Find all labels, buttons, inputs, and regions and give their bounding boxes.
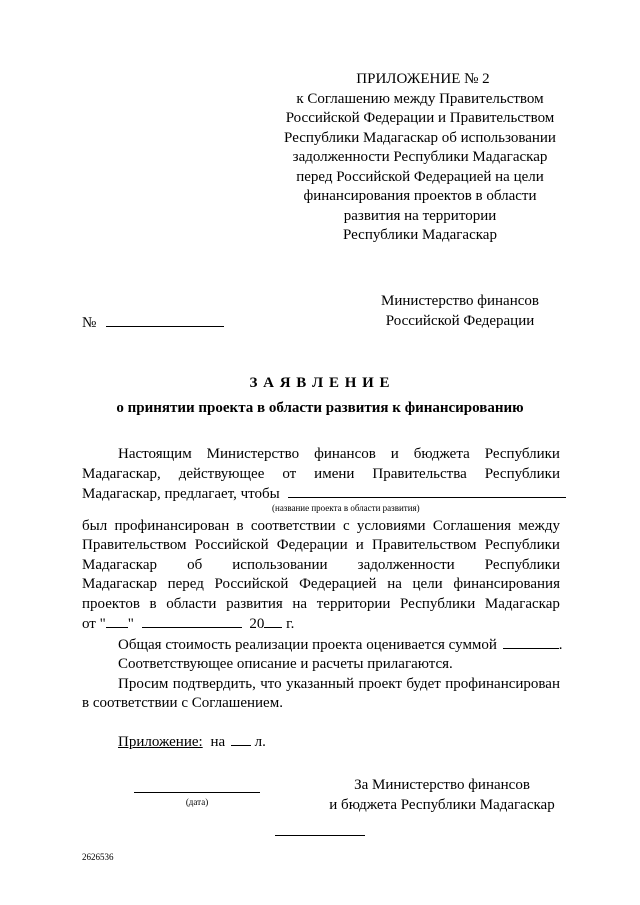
- cost-text: Общая стоимость реализации проекта оценивается суммой: [118, 636, 497, 653]
- word: Республики: [484, 556, 560, 573]
- word: Республики: [484, 537, 560, 553]
- paragraph-text: Мадагаскар, предлагает, чтобы: [82, 486, 280, 502]
- word: Правительства: [372, 465, 467, 482]
- word: финансов: [314, 446, 376, 462]
- addressee-block: [360, 292, 560, 331]
- word: использовании: [232, 556, 328, 573]
- paragraph-line: [82, 465, 560, 485]
- date-year-blank: [264, 614, 282, 628]
- word: Мадагаскар: [82, 576, 157, 592]
- appendix-line: задолженности Республики Мадагаскар: [292, 149, 548, 165]
- attachment-label: Приложение:: [118, 734, 203, 750]
- word: и: [355, 537, 364, 553]
- appendix-block: [270, 70, 570, 246]
- word: Соглашения: [432, 517, 512, 534]
- paragraph-line: [82, 575, 560, 595]
- appendix-title: ПРИЛОЖЕНИЕ № 2: [356, 71, 490, 87]
- paragraph-line: [82, 595, 560, 615]
- cost-blank: [503, 635, 559, 649]
- signatory-block: [312, 776, 572, 815]
- paragraph-line: [82, 445, 560, 465]
- word: будет: [406, 675, 441, 692]
- description-line: Соответствующее описание и расчеты прилагаются.: [118, 656, 453, 672]
- word: развития: [226, 595, 283, 612]
- appendix-line: Российской Федерации и Правительством: [285, 110, 555, 126]
- word: области: [166, 595, 217, 612]
- request-line: [82, 675, 560, 695]
- paragraph-line: [82, 517, 560, 537]
- word: Российской: [214, 576, 289, 592]
- word: с: [342, 517, 350, 534]
- word: об: [187, 556, 203, 573]
- word: проектов: [82, 595, 140, 612]
- date-line: [82, 614, 560, 635]
- word: Правительством: [371, 537, 477, 553]
- attachment-sheets: л.: [254, 734, 266, 750]
- paragraph-line: [82, 556, 560, 576]
- word: в: [149, 595, 157, 612]
- signatory-line: и бюджета Республики Мадагаскар: [329, 796, 555, 813]
- word: условиями: [356, 517, 426, 534]
- word: на: [387, 576, 402, 592]
- date-caption: (дата): [185, 797, 209, 807]
- word: Просим: [118, 675, 169, 692]
- word: проект: [358, 675, 402, 692]
- word: Республики: [484, 465, 560, 482]
- date-from: от ": [82, 616, 106, 632]
- appendix-line: Республики Мадагаскар: [343, 227, 497, 243]
- date-day-blank: [106, 614, 128, 628]
- word: Правительством: [82, 537, 187, 553]
- word: имени: [314, 465, 355, 482]
- attachment-on: на: [210, 734, 226, 750]
- word: был: [82, 517, 108, 534]
- project-name-blank: [288, 484, 566, 498]
- word: Республики: [400, 595, 476, 612]
- main-paragraph: [82, 445, 563, 714]
- word: от: [282, 465, 297, 482]
- word: указанный: [286, 675, 355, 692]
- word: Мадагаскар: [82, 556, 157, 573]
- date-month-blank: [142, 614, 242, 628]
- date-year: 20: [249, 616, 265, 632]
- doc-title: З А Я В Л Е Н И Е: [249, 375, 391, 391]
- date-signature-line: [134, 792, 260, 793]
- word: Настоящим: [118, 446, 192, 462]
- word: финансирования: [453, 576, 560, 592]
- word: профинансирован: [445, 675, 560, 692]
- addressee-line: Министерство финансов: [381, 293, 539, 309]
- attachment-line: [118, 732, 266, 753]
- word: цели: [412, 576, 443, 592]
- word: в: [236, 517, 244, 534]
- word: задолженности: [357, 556, 455, 573]
- cost-end: .: [558, 636, 563, 653]
- word: Российской: [194, 537, 269, 553]
- request-line: в соответствии с Соглашением.: [82, 695, 283, 711]
- signatory-line: За Министерство финансов: [354, 777, 530, 793]
- appendix-line: развития на территории: [343, 207, 497, 224]
- word: между: [518, 517, 560, 534]
- doc-subtitle: о принятии проекта в области развития к финансированию: [116, 400, 524, 416]
- number-field: [82, 313, 224, 334]
- addressee-line: Российской Федерации: [385, 312, 535, 329]
- appendix-line: финансирования проектов в области: [303, 188, 537, 204]
- word: на: [292, 595, 308, 612]
- appendix-lines: [270, 90, 570, 246]
- closing-rule: [275, 835, 365, 836]
- attachment-sheets-blank: [231, 732, 251, 746]
- appendix-line: перед Российской Федерацией на цели: [296, 168, 544, 185]
- number-blank: [106, 313, 224, 327]
- word: перед: [167, 576, 204, 592]
- word: Министерство: [206, 446, 300, 462]
- paragraph-line: [82, 536, 560, 556]
- word: и: [390, 446, 399, 462]
- word: Федерацией: [299, 576, 377, 592]
- word: бюджета: [413, 446, 470, 462]
- appendix-line: Республики Мадагаскар об использовании: [284, 129, 556, 146]
- word: Мадагаскар,: [82, 465, 161, 482]
- number-label: №: [82, 315, 97, 331]
- word: что: [260, 675, 282, 692]
- word: действующее: [178, 465, 265, 482]
- word: соответствии: [250, 517, 336, 534]
- word: подтвердить,: [172, 675, 256, 692]
- word: Республики: [484, 446, 560, 462]
- doc-code: 2626536: [82, 852, 114, 862]
- cost-line: [82, 635, 563, 656]
- word: профинансирован: [114, 517, 230, 534]
- word: территории: [316, 595, 391, 612]
- word: Федерации: [276, 537, 348, 553]
- date-quote: ": [127, 616, 134, 632]
- appendix-line: к Соглашению между Правительством: [296, 90, 544, 107]
- project-name-caption: (название проекта в области развития): [272, 502, 420, 513]
- date-g: г.: [286, 616, 295, 632]
- word: Мадагаскар: [484, 595, 560, 612]
